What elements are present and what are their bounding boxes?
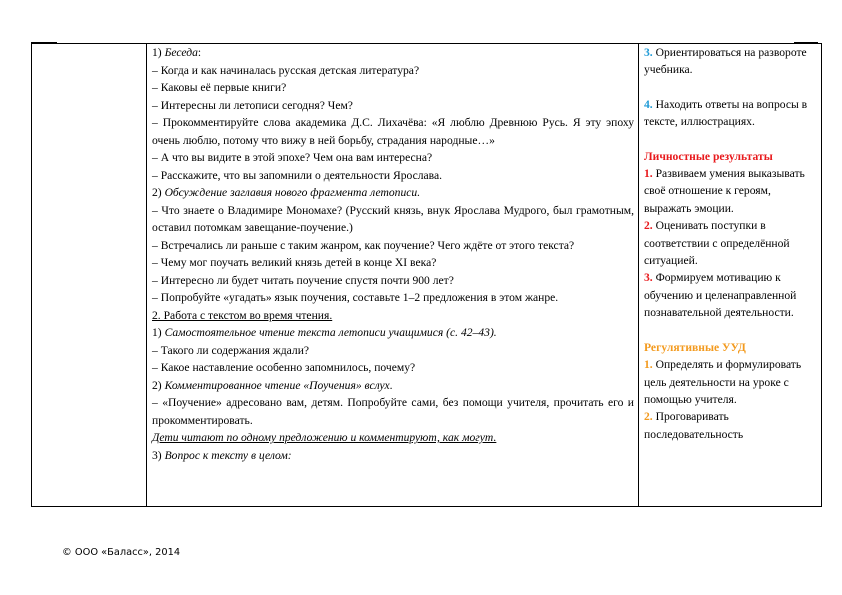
list-item: 2) Комментированное чтение «Поучения» вслух. xyxy=(152,378,393,392)
question: – Интересно ли будет читать поучение спустя почти 900 лет? xyxy=(152,273,454,287)
activity-text xyxy=(147,44,638,464)
table-row xyxy=(32,44,822,507)
question: – Расскажите, что вы запомнили о деятельности Ярослава. xyxy=(152,168,443,182)
outcome-item: 2. Проговаривать последовательность xyxy=(644,410,744,441)
section-heading: 2. Работа с текстом во время чтения. xyxy=(152,308,333,322)
question: – Интересны ли летописи сегодня? Чем? xyxy=(152,98,353,112)
instruction-note: Дети читают по одному предложению и комментируют, как могут. xyxy=(152,431,497,444)
personal-results-heading: Личностные результаты xyxy=(644,149,773,163)
outcomes-cell xyxy=(639,44,822,507)
list-item: 1) Беседа: xyxy=(152,46,202,59)
question: – Что знаете о Владимире Мономахе? (Русский князь, внук Ярослава Мудрого, был грамотным, оставил потомкам завещание-поучение.) xyxy=(152,203,634,234)
list-item: 3) Вопрос к тексту в целом: xyxy=(152,448,292,462)
outcomes-text xyxy=(639,44,821,443)
outcome-item: 4. Находить ответы на вопросы в тексте, иллюстрациях. xyxy=(644,97,808,129)
question: – Чему мог поучать великий князь детей в конце XI века? xyxy=(152,256,437,269)
outcome-item: 3. Формируем мотивацию к обучению и целенаправленной познавательной деятельности. xyxy=(644,271,797,320)
question: – Встречались ли раньше с таким жанром, как поучение? Чего ждёте от этого текста? xyxy=(152,238,575,252)
question: – Какое наставление особенно запомнилось, почему? xyxy=(152,361,416,374)
copyright-footer: © ООО «Баласс», 2014 xyxy=(62,547,181,558)
question: – «Поучение» адресовано вам, детям. Попробуйте сами, без помощи учителя, прочитать его и прокомментировать. xyxy=(152,396,634,427)
outcome-item: 1. Определять и формулировать цель деятельности на уроке с помощью учителя. xyxy=(644,358,802,406)
stage-cell xyxy=(32,44,147,507)
lesson-plan-table xyxy=(31,43,822,507)
question: – А что вы видите в этой эпохе? Чем она вам интересна? xyxy=(152,151,433,164)
question: – Попробуйте «угадать» язык поучения, составьте 1–2 предложения в этом жанре. xyxy=(152,291,559,304)
question: – Такого ли содержания ждали? xyxy=(152,343,310,357)
outcome-item: 2. Оценивать поступки в соответствии с определённой ситуацией. xyxy=(644,219,790,268)
outcome-item: 1. Развиваем умения выказывать своё отношение к героям, выражать эмоции. xyxy=(644,167,805,215)
list-item: 1) Самостоятельное чтение текста летописи учащимися (с. 42–43). xyxy=(152,326,497,339)
question: – Когда и как начиналась русская детская литература? xyxy=(152,63,420,77)
activity-cell xyxy=(147,44,639,507)
outcome-item: 3. Ориентироваться на развороте учебника. xyxy=(644,46,807,77)
question: – Каковы её первые книги? xyxy=(152,81,287,94)
regulatory-heading: Регулятивные УУД xyxy=(644,340,746,354)
question: – Прокомментируйте слова академика Д.С. Лихачёва: «Я люблю Древнюю Русь. Я эту эпоху очень люблю, потому что вижу в ней борьбу, страдания народные…» xyxy=(152,116,634,147)
list-item: 2) Обсуждение заглавия нового фрагмента летописи. xyxy=(152,186,421,199)
